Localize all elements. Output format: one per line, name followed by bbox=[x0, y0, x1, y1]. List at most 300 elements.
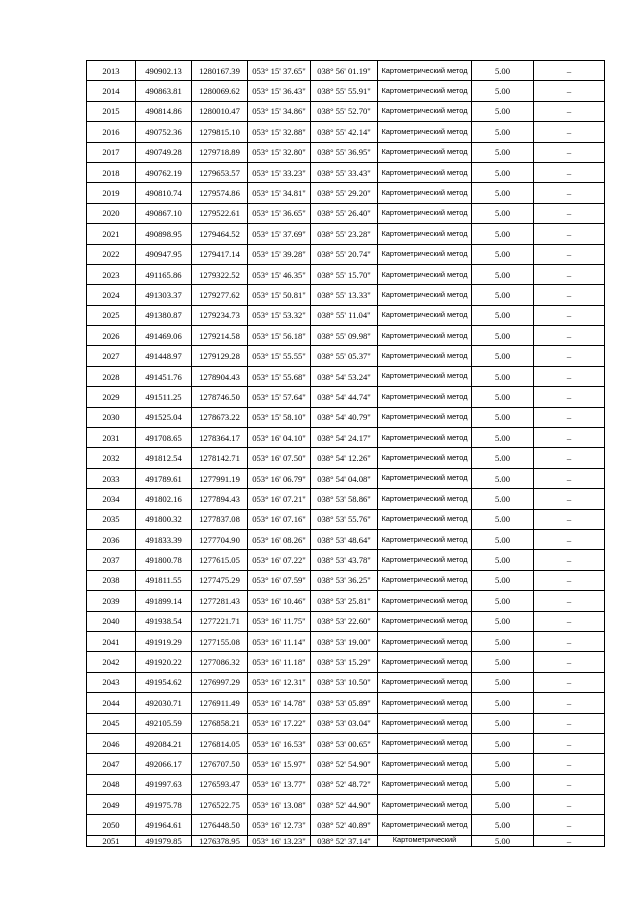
table-row bbox=[87, 346, 605, 366]
latitude-cell: 053° 15' 57.64" bbox=[248, 387, 311, 407]
note-cell: – bbox=[534, 326, 605, 346]
y-coordinate-cell: 1278364.17 bbox=[192, 428, 248, 448]
method-cell: Картометрический метод bbox=[378, 733, 472, 753]
method-cell: Картометрический метод bbox=[378, 285, 472, 305]
longitude-cell: 038° 52' 48.72" bbox=[311, 774, 378, 794]
point-number-cell: 2032 bbox=[87, 448, 136, 468]
x-coordinate-cell: 492066.17 bbox=[136, 754, 192, 774]
point-number-cell: 2035 bbox=[87, 509, 136, 529]
note-cell: – bbox=[534, 652, 605, 672]
note-cell: – bbox=[534, 203, 605, 223]
latitude-cell: 053° 15' 55.55" bbox=[248, 346, 311, 366]
point-number-cell: 2040 bbox=[87, 611, 136, 631]
accuracy-cell: 5.00 bbox=[472, 428, 534, 448]
y-coordinate-cell: 1280167.39 bbox=[192, 61, 248, 81]
method-cell: Картометрический метод bbox=[378, 224, 472, 244]
point-number-cell: 2036 bbox=[87, 529, 136, 549]
note-cell: – bbox=[534, 754, 605, 774]
point-number-cell: 2043 bbox=[87, 672, 136, 692]
point-number-cell: 2014 bbox=[87, 81, 136, 101]
x-coordinate-cell: 491919.29 bbox=[136, 631, 192, 651]
accuracy-cell: 5.00 bbox=[472, 285, 534, 305]
accuracy-cell: 5.00 bbox=[472, 631, 534, 651]
method-cell: Картометрический метод bbox=[378, 244, 472, 264]
x-coordinate-cell: 491789.61 bbox=[136, 468, 192, 488]
y-coordinate-cell: 1276911.49 bbox=[192, 693, 248, 713]
latitude-cell: 053° 15' 53.32" bbox=[248, 305, 311, 325]
point-number-cell: 2022 bbox=[87, 244, 136, 264]
table-row bbox=[87, 162, 605, 182]
y-coordinate-cell: 1279653.57 bbox=[192, 162, 248, 182]
longitude-cell: 038° 55' 09.98" bbox=[311, 326, 378, 346]
accuracy-cell: 5.00 bbox=[472, 815, 534, 835]
note-cell: – bbox=[534, 448, 605, 468]
y-coordinate-cell: 1279277.62 bbox=[192, 285, 248, 305]
longitude-cell: 038° 53' 25.81" bbox=[311, 591, 378, 611]
point-number-cell: 2020 bbox=[87, 203, 136, 223]
longitude-cell: 038° 54' 44.74" bbox=[311, 387, 378, 407]
point-number-cell: 2019 bbox=[87, 183, 136, 203]
latitude-cell: 053° 16' 13.77" bbox=[248, 774, 311, 794]
accuracy-cell: 5.00 bbox=[472, 264, 534, 284]
point-number-cell: 2051 bbox=[87, 835, 136, 846]
note-cell: – bbox=[534, 631, 605, 651]
accuracy-cell: 5.00 bbox=[472, 652, 534, 672]
y-coordinate-cell: 1276522.75 bbox=[192, 795, 248, 815]
method-cell: Картометрический метод bbox=[378, 183, 472, 203]
note-cell: – bbox=[534, 570, 605, 590]
longitude-cell: 038° 55' 05.37" bbox=[311, 346, 378, 366]
point-number-cell: 2021 bbox=[87, 224, 136, 244]
method-cell: Картометрический метод bbox=[378, 162, 472, 182]
accuracy-cell: 5.00 bbox=[472, 509, 534, 529]
note-cell: – bbox=[534, 224, 605, 244]
y-coordinate-cell: 1276997.29 bbox=[192, 672, 248, 692]
method-cell: Картометрический bbox=[378, 835, 472, 846]
latitude-cell: 053° 15' 37.69" bbox=[248, 224, 311, 244]
latitude-cell: 053° 15' 34.81" bbox=[248, 183, 311, 203]
y-coordinate-cell: 1276858.21 bbox=[192, 713, 248, 733]
note-cell: – bbox=[534, 611, 605, 631]
y-coordinate-cell: 1279574.86 bbox=[192, 183, 248, 203]
note-cell: – bbox=[534, 101, 605, 121]
x-coordinate-cell: 491451.76 bbox=[136, 366, 192, 386]
note-cell: – bbox=[534, 142, 605, 162]
accuracy-cell: 5.00 bbox=[472, 122, 534, 142]
note-cell: – bbox=[534, 693, 605, 713]
table-row bbox=[87, 305, 605, 325]
y-coordinate-cell: 1276814.05 bbox=[192, 733, 248, 753]
method-cell: Картометрический метод bbox=[378, 774, 472, 794]
longitude-cell: 038° 56' 01.19" bbox=[311, 61, 378, 81]
note-cell: – bbox=[534, 428, 605, 448]
y-coordinate-cell: 1279214.58 bbox=[192, 326, 248, 346]
x-coordinate-cell: 491800.78 bbox=[136, 550, 192, 570]
accuracy-cell: 5.00 bbox=[472, 387, 534, 407]
accuracy-cell: 5.00 bbox=[472, 795, 534, 815]
longitude-cell: 038° 55' 13.33" bbox=[311, 285, 378, 305]
method-cell: Картометрический метод bbox=[378, 815, 472, 835]
table-row bbox=[87, 81, 605, 101]
table-row bbox=[87, 61, 605, 81]
point-number-cell: 2015 bbox=[87, 101, 136, 121]
y-coordinate-cell: 1278746.50 bbox=[192, 387, 248, 407]
y-coordinate-cell: 1276707.50 bbox=[192, 754, 248, 774]
point-number-cell: 2023 bbox=[87, 264, 136, 284]
longitude-cell: 038° 55' 23.28" bbox=[311, 224, 378, 244]
table-row bbox=[87, 835, 605, 846]
table-row bbox=[87, 713, 605, 733]
method-cell: Картометрический метод bbox=[378, 81, 472, 101]
y-coordinate-cell: 1279322.52 bbox=[192, 264, 248, 284]
point-number-cell: 2046 bbox=[87, 733, 136, 753]
point-number-cell: 2028 bbox=[87, 366, 136, 386]
method-cell: Картометрический метод bbox=[378, 570, 472, 590]
note-cell: – bbox=[534, 733, 605, 753]
latitude-cell: 053° 15' 55.68" bbox=[248, 366, 311, 386]
longitude-cell: 038° 53' 58.86" bbox=[311, 489, 378, 509]
table-row bbox=[87, 122, 605, 142]
method-cell: Картометрический метод bbox=[378, 101, 472, 121]
point-number-cell: 2037 bbox=[87, 550, 136, 570]
method-cell: Картометрический метод bbox=[378, 142, 472, 162]
method-cell: Картометрический метод bbox=[378, 713, 472, 733]
table-row bbox=[87, 203, 605, 223]
method-cell: Картометрический метод bbox=[378, 366, 472, 386]
note-cell: – bbox=[534, 387, 605, 407]
point-number-cell: 2034 bbox=[87, 489, 136, 509]
latitude-cell: 053° 16' 07.59" bbox=[248, 570, 311, 590]
latitude-cell: 053° 15' 32.80" bbox=[248, 142, 311, 162]
table-row bbox=[87, 774, 605, 794]
x-coordinate-cell: 490752.36 bbox=[136, 122, 192, 142]
longitude-cell: 038° 55' 36.95" bbox=[311, 142, 378, 162]
latitude-cell: 053° 16' 07.21" bbox=[248, 489, 311, 509]
note-cell: – bbox=[534, 529, 605, 549]
method-cell: Картометрический метод bbox=[378, 652, 472, 672]
x-coordinate-cell: 491954.62 bbox=[136, 672, 192, 692]
accuracy-cell: 5.00 bbox=[472, 61, 534, 81]
latitude-cell: 053° 16' 15.97" bbox=[248, 754, 311, 774]
table-row bbox=[87, 224, 605, 244]
x-coordinate-cell: 490814.86 bbox=[136, 101, 192, 121]
y-coordinate-cell: 1277155.08 bbox=[192, 631, 248, 651]
accuracy-cell: 5.00 bbox=[472, 326, 534, 346]
longitude-cell: 038° 55' 11.04" bbox=[311, 305, 378, 325]
method-cell: Картометрический метод bbox=[378, 795, 472, 815]
table-row bbox=[87, 550, 605, 570]
x-coordinate-cell: 491303.37 bbox=[136, 285, 192, 305]
accuracy-cell: 5.00 bbox=[472, 713, 534, 733]
method-cell: Картометрический метод bbox=[378, 509, 472, 529]
note-cell: – bbox=[534, 183, 605, 203]
x-coordinate-cell: 491975.78 bbox=[136, 795, 192, 815]
x-coordinate-cell: 491938.54 bbox=[136, 611, 192, 631]
y-coordinate-cell: 1279417.14 bbox=[192, 244, 248, 264]
latitude-cell: 053° 16' 12.31" bbox=[248, 672, 311, 692]
note-cell: – bbox=[534, 81, 605, 101]
method-cell: Картометрический метод bbox=[378, 754, 472, 774]
point-number-cell: 2013 bbox=[87, 61, 136, 81]
latitude-cell: 053° 15' 34.86" bbox=[248, 101, 311, 121]
y-coordinate-cell: 1279815.10 bbox=[192, 122, 248, 142]
table-row bbox=[87, 733, 605, 753]
latitude-cell: 053° 15' 58.10" bbox=[248, 407, 311, 427]
longitude-cell: 038° 52' 54.90" bbox=[311, 754, 378, 774]
method-cell: Картометрический метод bbox=[378, 428, 472, 448]
table-row bbox=[87, 611, 605, 631]
note-cell: – bbox=[534, 346, 605, 366]
point-number-cell: 2041 bbox=[87, 631, 136, 651]
note-cell: – bbox=[534, 509, 605, 529]
method-cell: Картометрический метод bbox=[378, 264, 472, 284]
accuracy-cell: 5.00 bbox=[472, 611, 534, 631]
y-coordinate-cell: 1280010.47 bbox=[192, 101, 248, 121]
point-number-cell: 2018 bbox=[87, 162, 136, 182]
latitude-cell: 053° 15' 32.88" bbox=[248, 122, 311, 142]
y-coordinate-cell: 1279718.89 bbox=[192, 142, 248, 162]
x-coordinate-cell: 491802.16 bbox=[136, 489, 192, 509]
y-coordinate-cell: 1279129.28 bbox=[192, 346, 248, 366]
accuracy-cell: 5.00 bbox=[472, 407, 534, 427]
table-row bbox=[87, 591, 605, 611]
note-cell: – bbox=[534, 713, 605, 733]
x-coordinate-cell: 491997.63 bbox=[136, 774, 192, 794]
longitude-cell: 038° 52' 44.90" bbox=[311, 795, 378, 815]
longitude-cell: 038° 54' 40.79" bbox=[311, 407, 378, 427]
accuracy-cell: 5.00 bbox=[472, 570, 534, 590]
accuracy-cell: 5.00 bbox=[472, 81, 534, 101]
longitude-cell: 038° 53' 43.78" bbox=[311, 550, 378, 570]
y-coordinate-cell: 1276448.50 bbox=[192, 815, 248, 835]
table-row bbox=[87, 407, 605, 427]
latitude-cell: 053° 16' 07.50" bbox=[248, 448, 311, 468]
latitude-cell: 053° 15' 50.81" bbox=[248, 285, 311, 305]
accuracy-cell: 5.00 bbox=[472, 489, 534, 509]
method-cell: Картометрический метод bbox=[378, 346, 472, 366]
point-number-cell: 2024 bbox=[87, 285, 136, 305]
x-coordinate-cell: 491964.61 bbox=[136, 815, 192, 835]
note-cell: – bbox=[534, 407, 605, 427]
table-row bbox=[87, 815, 605, 835]
y-coordinate-cell: 1279522.61 bbox=[192, 203, 248, 223]
x-coordinate-cell: 491525.04 bbox=[136, 407, 192, 427]
latitude-cell: 053° 16' 11.75" bbox=[248, 611, 311, 631]
longitude-cell: 038° 53' 22.60" bbox=[311, 611, 378, 631]
x-coordinate-cell: 491469.06 bbox=[136, 326, 192, 346]
longitude-cell: 038° 53' 05.89" bbox=[311, 693, 378, 713]
latitude-cell: 053° 16' 07.22" bbox=[248, 550, 311, 570]
x-coordinate-cell: 491811.55 bbox=[136, 570, 192, 590]
note-cell: – bbox=[534, 795, 605, 815]
latitude-cell: 053° 15' 39.28" bbox=[248, 244, 311, 264]
longitude-cell: 038° 55' 26.40" bbox=[311, 203, 378, 223]
table-row bbox=[87, 529, 605, 549]
note-cell: – bbox=[534, 244, 605, 264]
method-cell: Картометрический метод bbox=[378, 468, 472, 488]
method-cell: Картометрический метод bbox=[378, 203, 472, 223]
accuracy-cell: 5.00 bbox=[472, 366, 534, 386]
accuracy-cell: 5.00 bbox=[472, 693, 534, 713]
x-coordinate-cell: 490863.81 bbox=[136, 81, 192, 101]
x-coordinate-cell: 491708.65 bbox=[136, 428, 192, 448]
accuracy-cell: 5.00 bbox=[472, 101, 534, 121]
note-cell: – bbox=[534, 774, 605, 794]
point-number-cell: 2017 bbox=[87, 142, 136, 162]
accuracy-cell: 5.00 bbox=[472, 305, 534, 325]
accuracy-cell: 5.00 bbox=[472, 142, 534, 162]
point-number-cell: 2049 bbox=[87, 795, 136, 815]
x-coordinate-cell: 490867.10 bbox=[136, 203, 192, 223]
latitude-cell: 053° 16' 11.14" bbox=[248, 631, 311, 651]
y-coordinate-cell: 1277704.90 bbox=[192, 529, 248, 549]
accuracy-cell: 5.00 bbox=[472, 774, 534, 794]
longitude-cell: 038° 53' 03.04" bbox=[311, 713, 378, 733]
latitude-cell: 053° 16' 11.18" bbox=[248, 652, 311, 672]
latitude-cell: 053° 16' 14.78" bbox=[248, 693, 311, 713]
method-cell: Картометрический метод bbox=[378, 489, 472, 509]
table-row bbox=[87, 244, 605, 264]
x-coordinate-cell: 491448.97 bbox=[136, 346, 192, 366]
latitude-cell: 053° 16' 06.79" bbox=[248, 468, 311, 488]
x-coordinate-cell: 491380.87 bbox=[136, 305, 192, 325]
table-row bbox=[87, 754, 605, 774]
accuracy-cell: 5.00 bbox=[472, 733, 534, 753]
accuracy-cell: 5.00 bbox=[472, 468, 534, 488]
note-cell: – bbox=[534, 366, 605, 386]
point-number-cell: 2025 bbox=[87, 305, 136, 325]
x-coordinate-cell: 491800.32 bbox=[136, 509, 192, 529]
note-cell: – bbox=[534, 122, 605, 142]
point-number-cell: 2029 bbox=[87, 387, 136, 407]
y-coordinate-cell: 1280069.62 bbox=[192, 81, 248, 101]
accuracy-cell: 5.00 bbox=[472, 448, 534, 468]
table-row bbox=[87, 387, 605, 407]
longitude-cell: 038° 55' 52.70" bbox=[311, 101, 378, 121]
longitude-cell: 038° 53' 10.50" bbox=[311, 672, 378, 692]
method-cell: Картометрический метод bbox=[378, 305, 472, 325]
note-cell: – bbox=[534, 815, 605, 835]
latitude-cell: 053° 16' 07.16" bbox=[248, 509, 311, 529]
method-cell: Картометрический метод bbox=[378, 407, 472, 427]
y-coordinate-cell: 1277281.43 bbox=[192, 591, 248, 611]
table-row bbox=[87, 489, 605, 509]
latitude-cell: 053° 16' 04.10" bbox=[248, 428, 311, 448]
y-coordinate-cell: 1277221.71 bbox=[192, 611, 248, 631]
latitude-cell: 053° 16' 13.08" bbox=[248, 795, 311, 815]
longitude-cell: 038° 53' 00.65" bbox=[311, 733, 378, 753]
method-cell: Картометрический метод bbox=[378, 122, 472, 142]
table-row bbox=[87, 795, 605, 815]
point-number-cell: 2031 bbox=[87, 428, 136, 448]
method-cell: Картометрический метод bbox=[378, 387, 472, 407]
x-coordinate-cell: 490762.19 bbox=[136, 162, 192, 182]
x-coordinate-cell: 492105.59 bbox=[136, 713, 192, 733]
longitude-cell: 038° 55' 20.74" bbox=[311, 244, 378, 264]
longitude-cell: 038° 52' 40.89" bbox=[311, 815, 378, 835]
y-coordinate-cell: 1277894.43 bbox=[192, 489, 248, 509]
accuracy-cell: 5.00 bbox=[472, 244, 534, 264]
table-row bbox=[87, 326, 605, 346]
point-number-cell: 2033 bbox=[87, 468, 136, 488]
table-row bbox=[87, 428, 605, 448]
y-coordinate-cell: 1277991.19 bbox=[192, 468, 248, 488]
table-row bbox=[87, 183, 605, 203]
y-coordinate-cell: 1276378.95 bbox=[192, 835, 248, 846]
x-coordinate-cell: 490902.13 bbox=[136, 61, 192, 81]
point-number-cell: 2044 bbox=[87, 693, 136, 713]
point-number-cell: 2047 bbox=[87, 754, 136, 774]
point-number-cell: 2048 bbox=[87, 774, 136, 794]
method-cell: Картометрический метод bbox=[378, 61, 472, 81]
y-coordinate-cell: 1279234.73 bbox=[192, 305, 248, 325]
latitude-cell: 053° 16' 17.22" bbox=[248, 713, 311, 733]
x-coordinate-cell: 490810.74 bbox=[136, 183, 192, 203]
point-number-cell: 2030 bbox=[87, 407, 136, 427]
x-coordinate-cell: 491511.25 bbox=[136, 387, 192, 407]
accuracy-cell: 5.00 bbox=[472, 672, 534, 692]
x-coordinate-cell: 492084.21 bbox=[136, 733, 192, 753]
latitude-cell: 053° 15' 33.23" bbox=[248, 162, 311, 182]
accuracy-cell: 5.00 bbox=[472, 550, 534, 570]
coordinates-table bbox=[86, 60, 605, 847]
point-number-cell: 2026 bbox=[87, 326, 136, 346]
table-row bbox=[87, 468, 605, 488]
longitude-cell: 038° 52' 37.14" bbox=[311, 835, 378, 846]
longitude-cell: 038° 53' 48.64" bbox=[311, 529, 378, 549]
longitude-cell: 038° 53' 15.29" bbox=[311, 652, 378, 672]
note-cell: – bbox=[534, 672, 605, 692]
latitude-cell: 053° 16' 16.53" bbox=[248, 733, 311, 753]
table-row bbox=[87, 570, 605, 590]
accuracy-cell: 5.00 bbox=[472, 162, 534, 182]
latitude-cell: 053° 16' 10.46" bbox=[248, 591, 311, 611]
point-number-cell: 2042 bbox=[87, 652, 136, 672]
x-coordinate-cell: 490749.28 bbox=[136, 142, 192, 162]
longitude-cell: 038° 53' 36.25" bbox=[311, 570, 378, 590]
y-coordinate-cell: 1279464.52 bbox=[192, 224, 248, 244]
table-row bbox=[87, 509, 605, 529]
note-cell: – bbox=[534, 489, 605, 509]
x-coordinate-cell: 490947.95 bbox=[136, 244, 192, 264]
y-coordinate-cell: 1276593.47 bbox=[192, 774, 248, 794]
x-coordinate-cell: 491920.22 bbox=[136, 652, 192, 672]
point-number-cell: 2045 bbox=[87, 713, 136, 733]
longitude-cell: 038° 55' 29.20" bbox=[311, 183, 378, 203]
latitude-cell: 053° 15' 36.65" bbox=[248, 203, 311, 223]
point-number-cell: 2038 bbox=[87, 570, 136, 590]
table-row bbox=[87, 672, 605, 692]
y-coordinate-cell: 1277837.08 bbox=[192, 509, 248, 529]
x-coordinate-cell: 491812.54 bbox=[136, 448, 192, 468]
longitude-cell: 038° 55' 55.91" bbox=[311, 81, 378, 101]
longitude-cell: 038° 54' 04.08" bbox=[311, 468, 378, 488]
note-cell: – bbox=[534, 61, 605, 81]
x-coordinate-cell: 491979.85 bbox=[136, 835, 192, 846]
table-row bbox=[87, 652, 605, 672]
note-cell: – bbox=[534, 591, 605, 611]
x-coordinate-cell: 492030.71 bbox=[136, 693, 192, 713]
longitude-cell: 038° 55' 15.70" bbox=[311, 264, 378, 284]
note-cell: – bbox=[534, 162, 605, 182]
method-cell: Картометрический метод bbox=[378, 326, 472, 346]
table-row bbox=[87, 366, 605, 386]
table-body bbox=[87, 61, 605, 847]
note-cell: – bbox=[534, 305, 605, 325]
latitude-cell: 053° 15' 36.43" bbox=[248, 81, 311, 101]
longitude-cell: 038° 53' 19.00" bbox=[311, 631, 378, 651]
latitude-cell: 053° 15' 46.35" bbox=[248, 264, 311, 284]
